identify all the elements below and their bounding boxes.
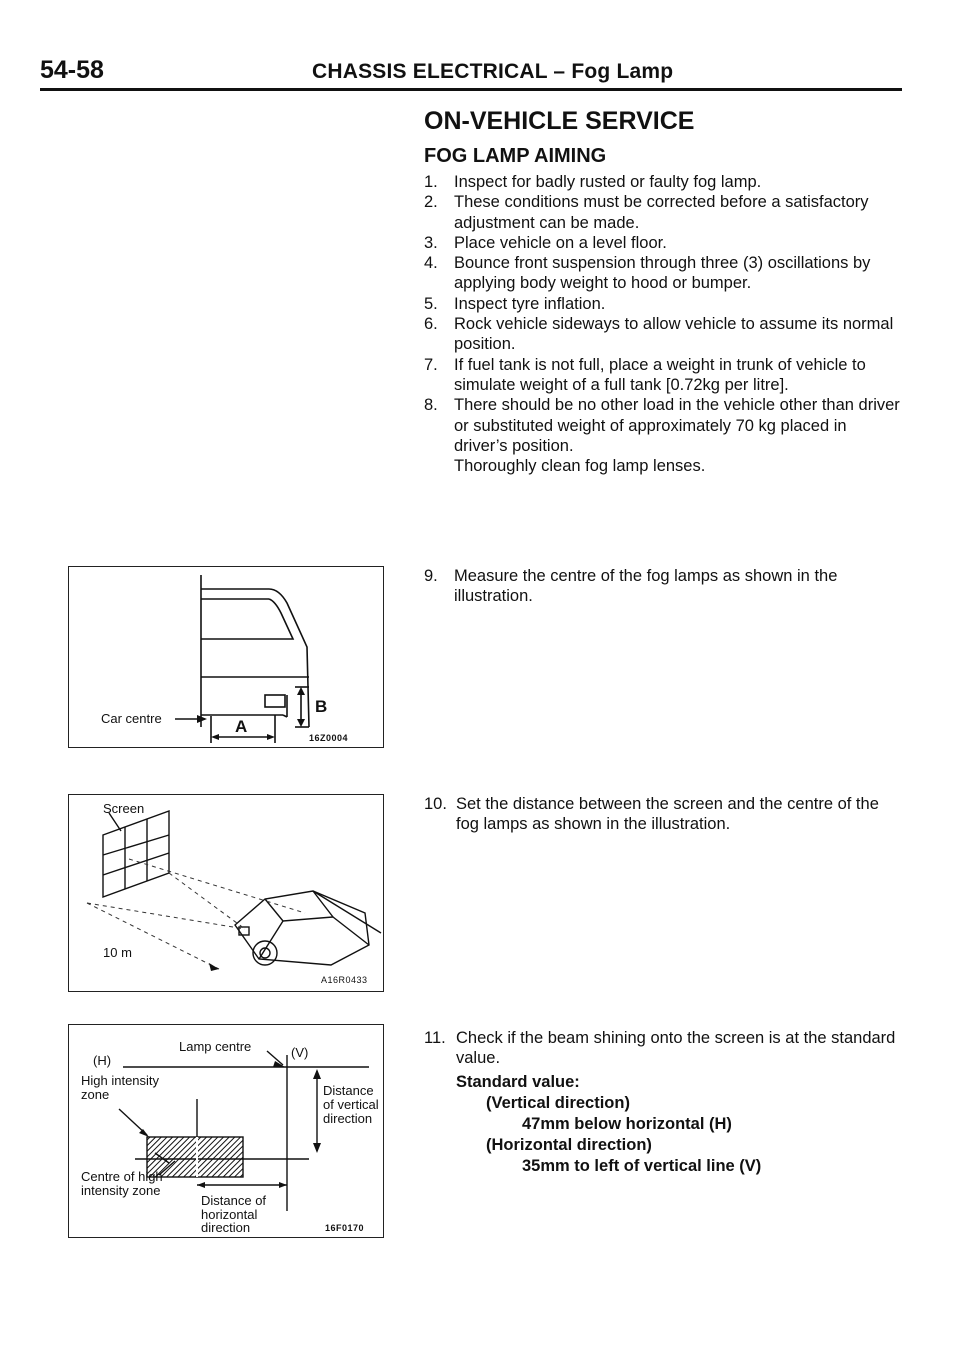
high-intensity-label-2: zone [81,1087,110,1102]
step-text: Place vehicle on a level floor. [454,233,667,252]
steps-list [424,172,902,476]
high-intensity-label-1: High intensity [81,1073,160,1088]
step-number: 5. [424,294,438,313]
step-item [424,172,902,192]
step-item [424,253,902,294]
step-number [424,456,454,476]
step-number: 8. [424,396,438,415]
step-item [424,294,902,314]
step-item [424,314,902,355]
step-text: If fuel tank is not full, place a weight in trunk of vehicle to simulate weight of a full tank [0.72kg per litre]. [454,355,866,394]
dimension-a-label: A [235,717,248,736]
chapter-title: CHASSIS ELECTRICAL – Fog Lamp [312,60,674,83]
distance-vertical-label-3: direction [323,1111,373,1126]
standard-value-label: Standard value: [456,1073,580,1091]
step-text: These conditions must be corrected before a satisfactory adjustment can be made. [454,193,869,232]
subsection-heading: FOG LAMP AIMING [424,145,607,167]
step-number: 11. [424,1029,446,1047]
step-number: 6. [424,315,438,334]
screen-label: Screen [103,801,145,816]
figure-car-centre [68,566,384,748]
car-centre-label: Car centre [101,711,162,726]
page-number: 54-58 [40,56,104,84]
horizontal-line-label: (H) [93,1053,112,1068]
screen-distance-drawing [69,795,383,991]
step-text: Thoroughly clean fog lamp lenses. [454,457,706,476]
step-number: 1. [424,173,438,191]
step-text: Rock vehicle sideways to allow vehicle to assume its normal position. [454,315,894,354]
step-number: 7. [424,355,438,374]
step-text: Bounce front suspension through three (3) oscillations by applying body weight to hood or bumper. [454,254,871,293]
figure-code: 16F0170 [325,1223,365,1233]
step-text: Check if the beam shining onto the screen is at the standard value. [456,1029,896,1068]
step-item [424,456,902,476]
step-text: Inspect tyre inflation. [454,294,606,313]
figure-code: 16Z0004 [309,733,349,743]
step-item [424,233,902,253]
centre-high-label-1: Centre of high [81,1169,163,1184]
horizontal-direction-value: 35mm to left of vertical line (V) [522,1157,762,1175]
figure-code: A16R0433 [321,975,368,985]
step-item [424,192,902,233]
step-number: 4. [424,254,438,273]
distance-horizontal-label-3: direction [201,1220,251,1235]
vertical-direction-label: (Vertical direction) [486,1094,630,1112]
header-rule [40,88,902,91]
step-item [424,395,902,456]
step-number: 2. [424,193,438,212]
distance-label: 10 m [103,945,132,960]
lamp-centre-label: Lamp centre [179,1039,252,1054]
distance-vertical-label-2: of vertical [323,1097,379,1112]
step-item [424,355,902,396]
horizontal-direction-label: (Horizontal direction) [486,1136,652,1154]
step-text: Measure the centre of the fog lamps as shown in the illustration. [454,567,838,606]
figure-beam-pattern [68,1024,384,1238]
section-heading: ON-VEHICLE SERVICE [424,107,695,135]
step-9 [424,566,902,607]
step-number: 10. [424,795,447,813]
centre-high-label-2: intensity zone [81,1183,161,1198]
vertical-line-label: (V) [291,1045,309,1060]
step-11 [424,1028,902,1069]
dimension-b-label: B [315,697,328,716]
figure-screen-distance [68,794,384,992]
step-text: Inspect for badly rusted or faulty fog lamp. [454,173,762,191]
distance-vertical-label-1: Distance [323,1083,374,1098]
distance-horizontal-label-2: horizontal [201,1207,258,1222]
vertical-direction-value: 47mm below horizontal (H) [522,1115,732,1133]
distance-horizontal-label-1: Distance of [201,1193,267,1208]
step-10 [424,794,902,835]
step-text: Set the distance between the screen and the centre of the fog lamps as shown in the illustration. [456,795,879,834]
step-number: 3. [424,233,438,252]
step-text: There should be no other load in the vehicle other than driver or substituted weight of approximately 70 kg placed in driver’s position. [454,396,900,455]
step-number: 9. [424,567,438,585]
